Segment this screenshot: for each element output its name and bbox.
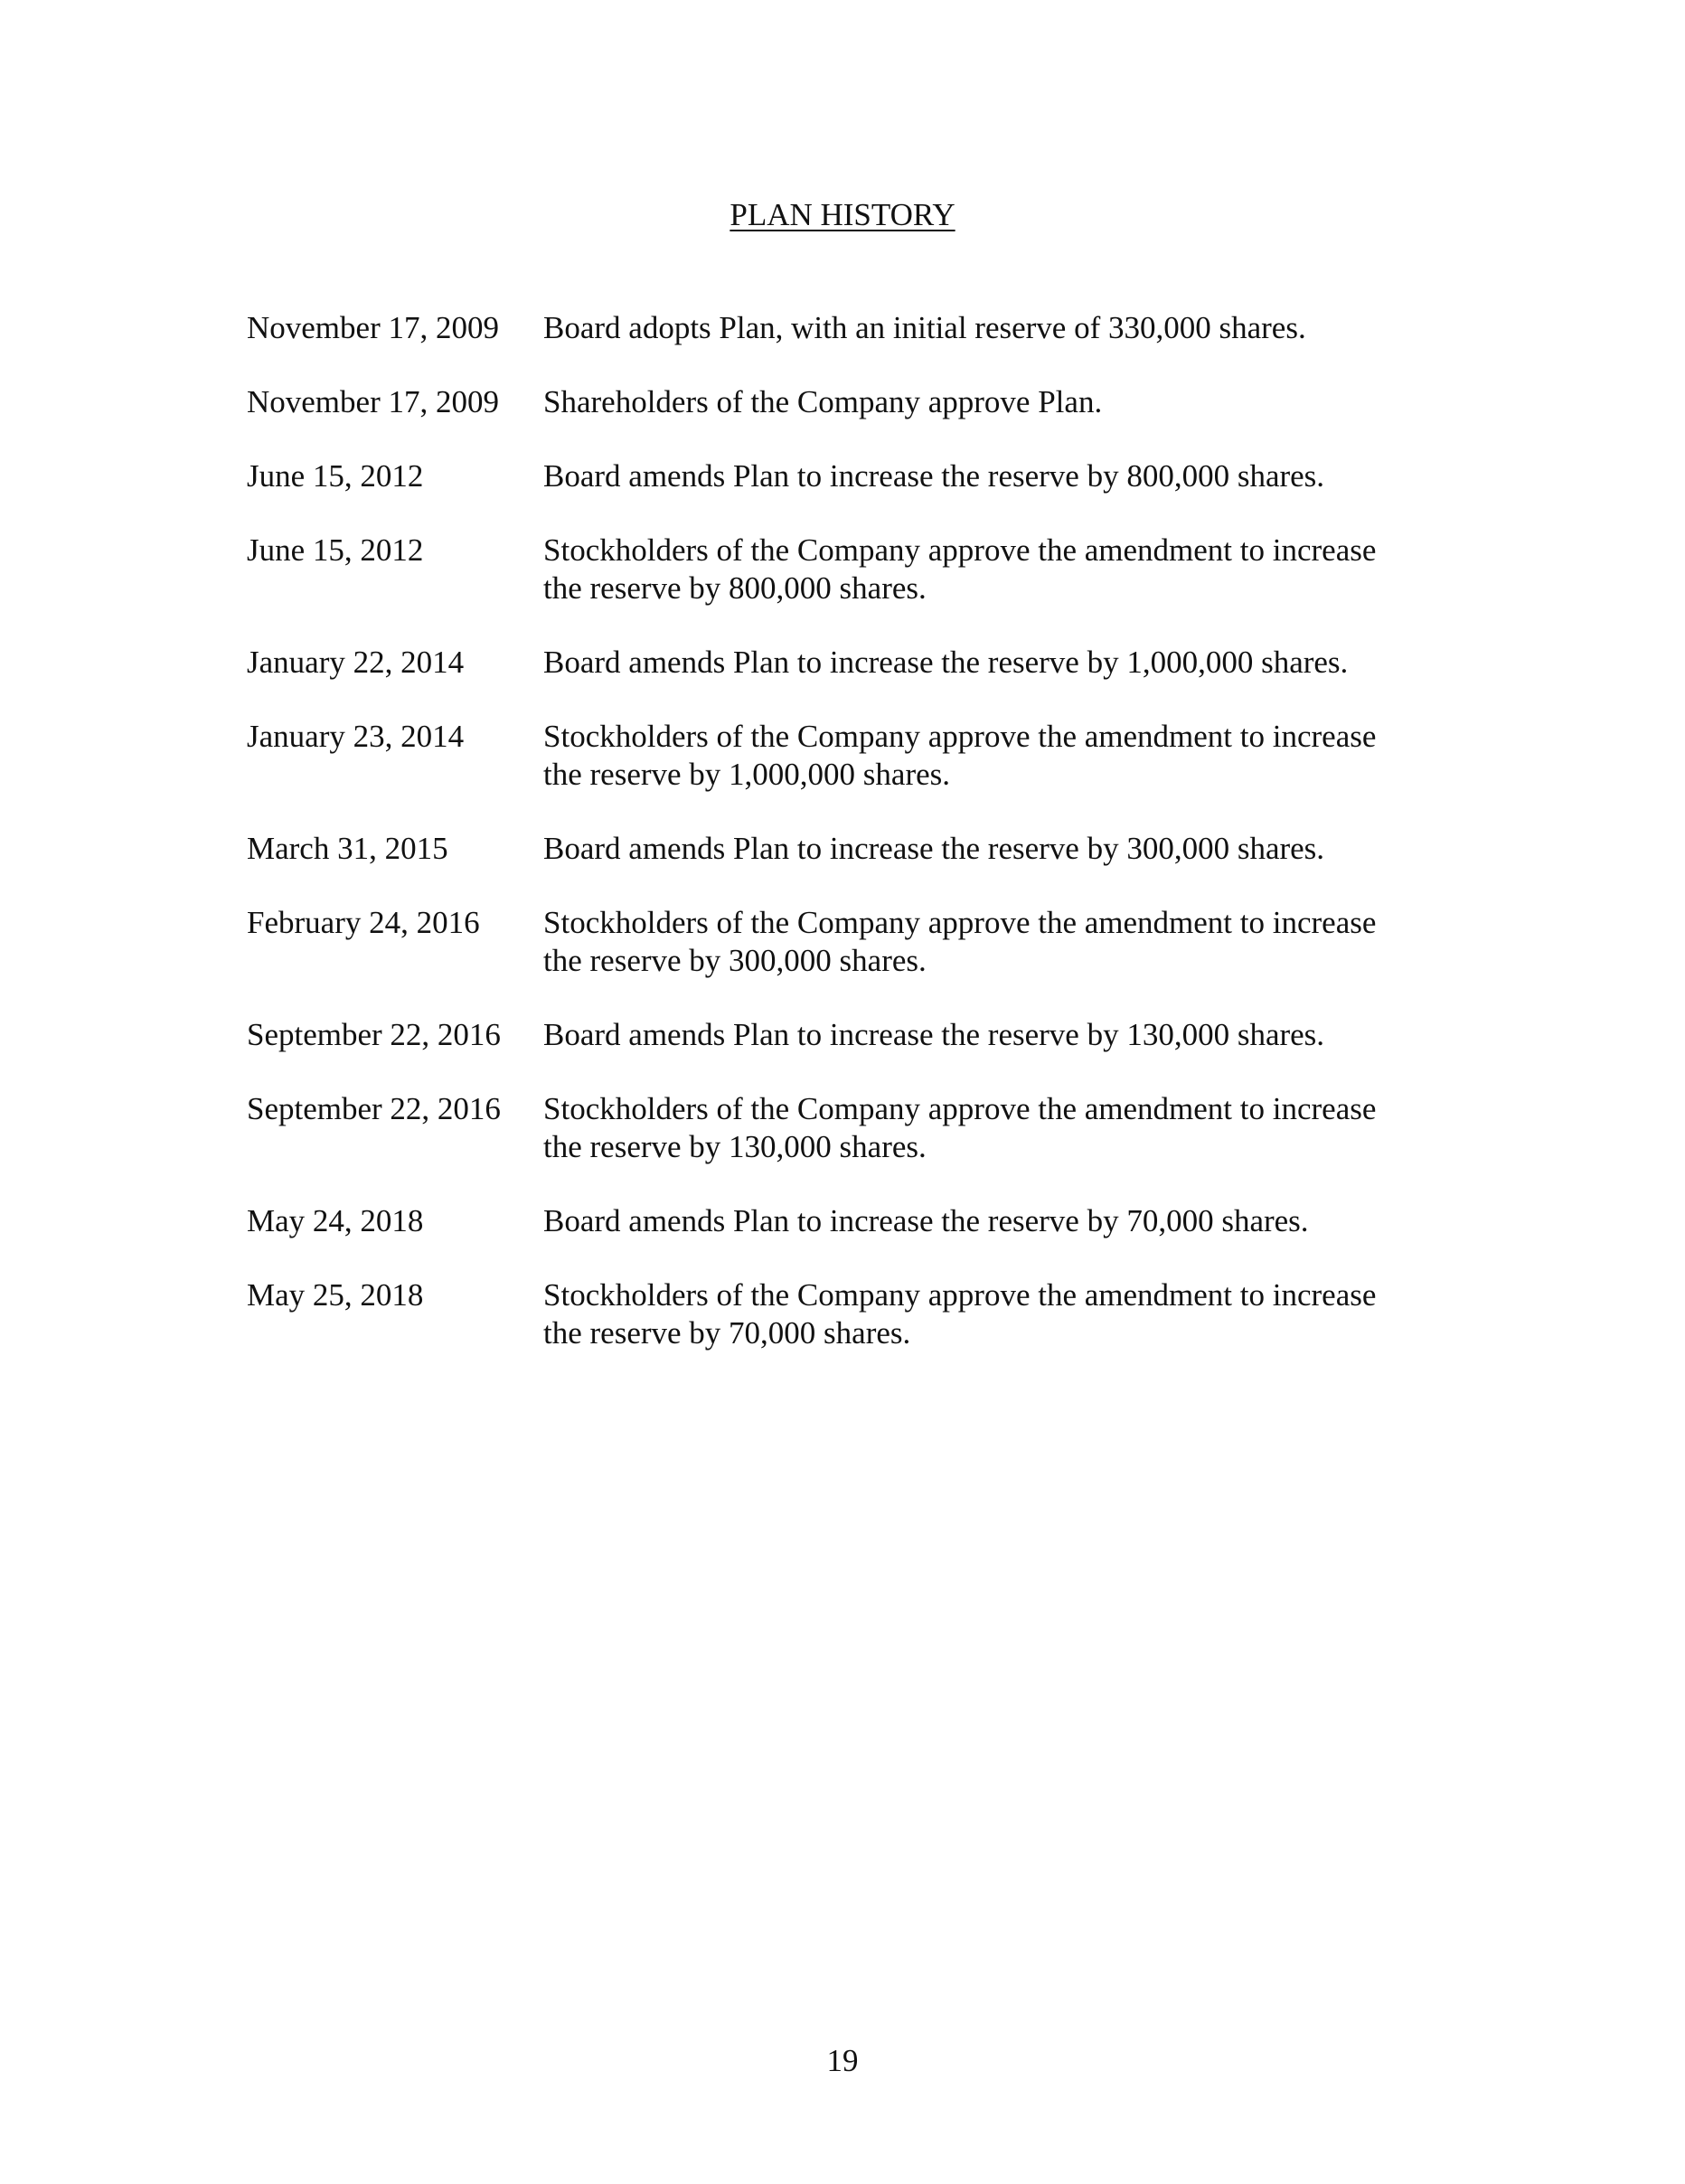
history-entry — [247, 383, 1440, 421]
history-entry — [247, 830, 1440, 868]
entry-description: Stockholders of the Company approve the amendment to increase the reserve by 300,000 shares. — [543, 905, 1377, 978]
entry-description: Board adopts Plan, with an initial reserve of 330,000 shares. — [543, 310, 1306, 345]
entry-description: Shareholders of the Company approve Plan. — [543, 384, 1103, 419]
entry-description: Stockholders of the Company approve the amendment to increase the reserve by 800,000 shares. — [543, 532, 1377, 606]
entry-description: Stockholders of the Company approve the amendment to increase the reserve by 1,000,000 shares. — [543, 719, 1377, 792]
history-entry — [247, 457, 1440, 495]
entry-date: January 23, 2014 — [247, 719, 465, 754]
plan-history-list — [247, 309, 1440, 1389]
history-entry — [247, 309, 1440, 347]
entry-description: Stockholders of the Company approve the amendment to increase the reserve by 70,000 shares. — [543, 1277, 1377, 1351]
history-entry — [247, 718, 1440, 794]
entry-date: September 22, 2016 — [247, 1091, 501, 1126]
entry-date: November 17, 2009 — [247, 310, 499, 345]
entry-description: Board amends Plan to increase the reserve by 300,000 shares. — [543, 831, 1325, 866]
history-entry — [247, 1016, 1440, 1054]
entry-description: Board amends Plan to increase the reserve by 800,000 shares. — [543, 458, 1325, 494]
entry-date: March 31, 2015 — [247, 831, 448, 866]
entry-date: June 15, 2012 — [247, 458, 424, 494]
history-entry — [247, 1276, 1440, 1352]
entry-date: June 15, 2012 — [247, 532, 424, 568]
history-entry — [247, 1090, 1440, 1166]
history-entry — [247, 1202, 1440, 1240]
entry-date: September 22, 2016 — [247, 1017, 501, 1052]
page-number: 19 — [826, 2043, 859, 2078]
history-entry — [247, 904, 1440, 980]
entry-date: May 25, 2018 — [247, 1277, 424, 1313]
entry-date: January 22, 2014 — [247, 645, 465, 680]
entry-date: February 24, 2016 — [247, 905, 480, 940]
entry-description: Stockholders of the Company approve the amendment to increase the reserve by 130,000 shares. — [543, 1091, 1377, 1164]
entry-date: May 24, 2018 — [247, 1203, 424, 1238]
page-title: PLAN HISTORY — [730, 197, 955, 232]
entry-date: November 17, 2009 — [247, 384, 499, 419]
entry-description: Board amends Plan to increase the reserve by 70,000 shares. — [543, 1203, 1309, 1238]
history-entry — [247, 644, 1440, 682]
history-entry — [247, 532, 1440, 607]
entry-description: Board amends Plan to increase the reserve by 1,000,000 shares. — [543, 645, 1349, 680]
entry-description: Board amends Plan to increase the reserve by 130,000 shares. — [543, 1017, 1325, 1052]
